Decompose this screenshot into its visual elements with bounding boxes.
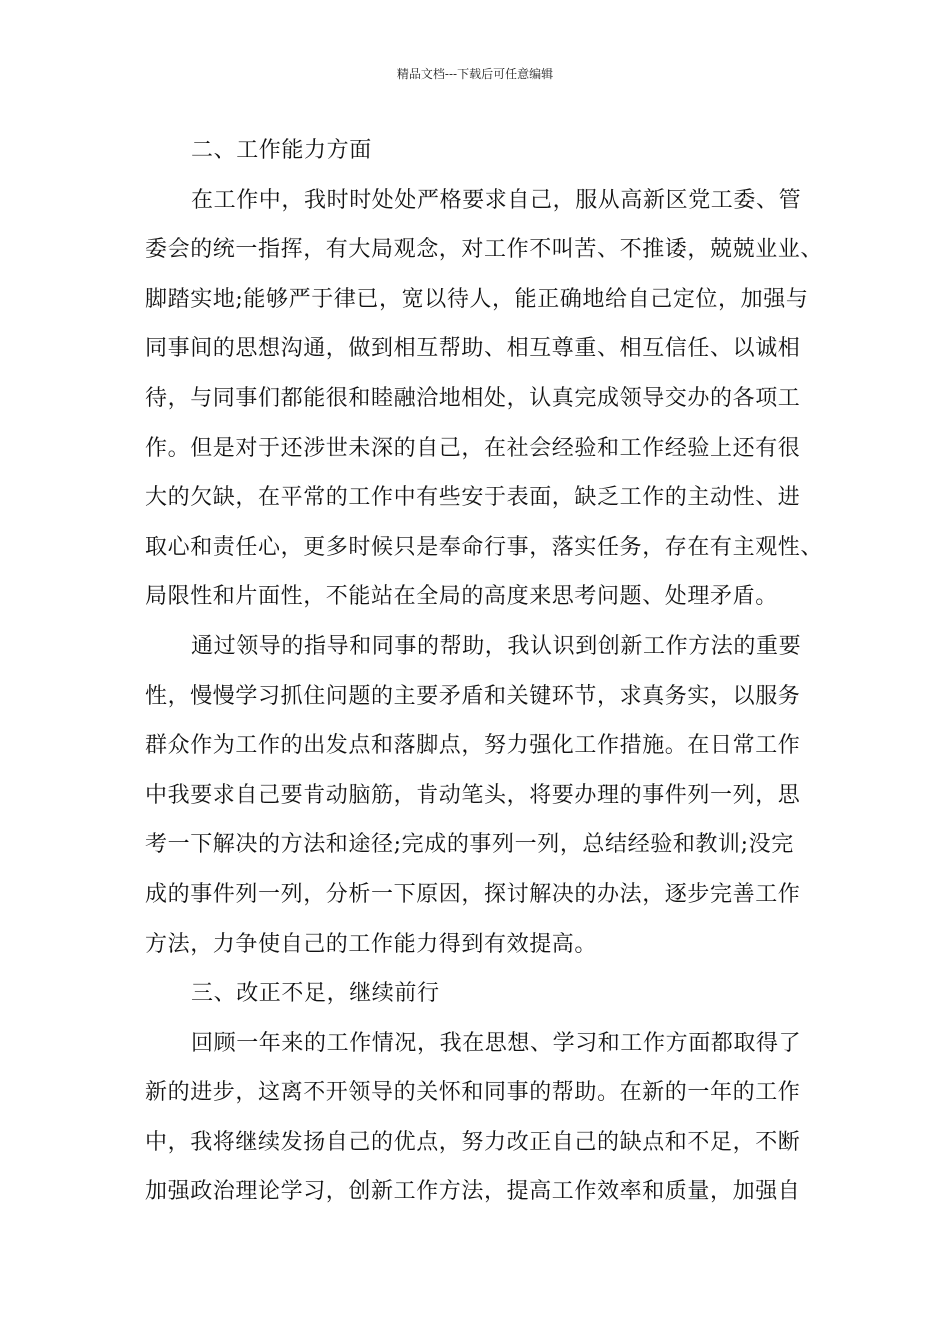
text-line: 二、工作能力方面 (191, 138, 372, 163)
text-line: 性，慢慢学习抓住问题的主要矛盾和关键环节，求真务实，以服务 (145, 683, 801, 709)
text-line: 成的事件列一列，分析一下原因，探讨解决的办法，逐步完善工作 (145, 881, 801, 907)
text-line: 脚踏实地;能够严于律已，宽以待人，能正确地给自己定位，加强与 (145, 286, 809, 312)
text-line: 群众作为工作的出发点和落脚点，努力强化工作措施。在日常工作 (145, 733, 801, 759)
text-line: 新的进步，这离不开领导的关怀和同事的帮助。在新的一年的工作 (145, 1080, 801, 1106)
text-line: 委会的统一指挥，有大局观念，对工作不叫苦、不推诿，兢兢业业、 (145, 237, 824, 263)
text-line: 局限性和片面性，不能站在全局的高度来思考问题、处理矛盾。 (145, 584, 778, 610)
text-line: 同事间的思想沟通，做到相互帮助、相互尊重、相互信任、以诚相 (145, 336, 801, 362)
text-line: 作。但是对于还涉世未深的自己，在社会经验和工作经验上还有很 (145, 435, 801, 461)
text-line: 在工作中，我时时处处严格要求自己，服从高新区党工委、管 (191, 187, 802, 213)
page-header: 精品文档---下载后可任意编辑 (396, 67, 554, 81)
text-line: 考一下解决的方法和途径;完成的事列一列，总结经验和教训;没完 (145, 832, 794, 858)
text-line: 回顾一年来的工作情况，我在思想、学习和工作方面都取得了 (191, 1030, 802, 1056)
document-body (145, 126, 835, 1217)
text-line: 加强政治理论学习，创新工作方法，提高工作效率和质量，加强自 (145, 1179, 801, 1205)
text-line: 大的欠缺，在平常的工作中有些安于表面，缺乏工作的主动性、进 (145, 485, 801, 511)
text-line: 三、改正不足，继续前行 (191, 981, 440, 1007)
text-line: 取心和责任心，更多时候只是奉命行事，落实任务，存在有主观性、 (145, 534, 824, 560)
text-line: 待，与同事们都能很和睦融洽地相处，认真完成领导交办的各项工 (145, 385, 801, 411)
text-line: 通过领导的指导和同事的帮助，我认识到创新工作方法的重要 (191, 633, 802, 659)
text-line: 中，我将继续发扬自己的优点，努力改正自己的缺点和不足，不断 (145, 1129, 801, 1155)
text-line: 方法，力争使自己的工作能力得到有效提高。 (145, 931, 598, 957)
text-line: 中我要求自己要肯动脑筋，肯动笔头，将要办理的事件列一列，思 (145, 782, 801, 808)
